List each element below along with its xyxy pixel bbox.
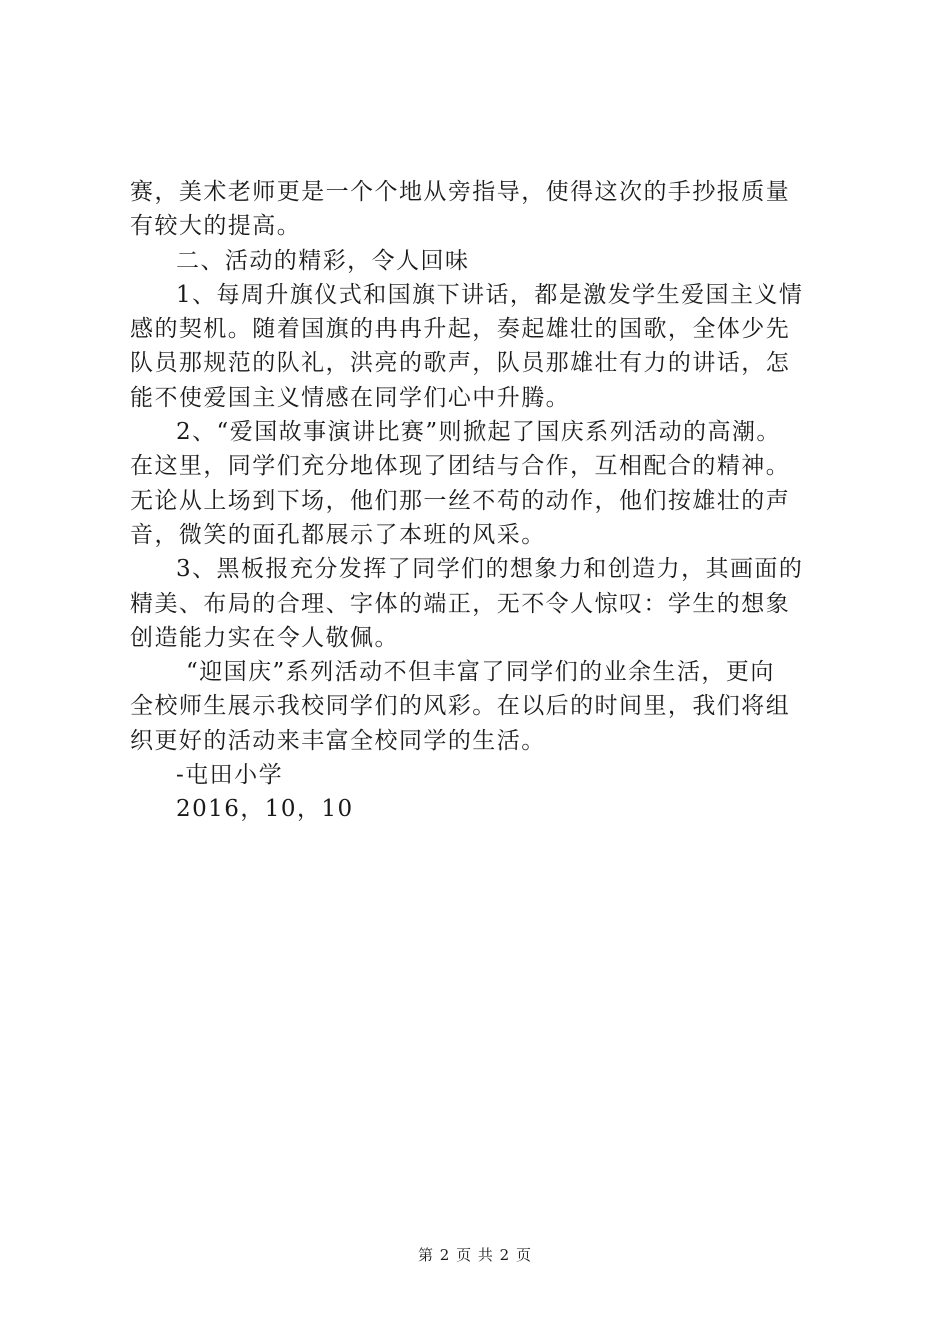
signature-line: -屯田小学 <box>176 762 284 789</box>
body-line: 队员那规范的队礼，洪亮的歌声，队员那雄壮有力的讲话，怎 <box>130 350 791 377</box>
body-line: 2、“爱国故事演讲比赛”则掀起了国庆系列活动的高潮。 <box>176 419 781 446</box>
body-line: 无论从上场到下场，他们那一丝不苟的动作，他们按雄壮的声 <box>130 487 791 514</box>
body-line: 音，微笑的面孔都展示了本班的风采。 <box>130 521 546 548</box>
body-line: 感的契机。随着国旗的冉冉升起，奏起雄壮的国歌，全体少先 <box>130 316 791 343</box>
body-line: 织更好的活动来丰富全校同学的生活。 <box>130 727 546 754</box>
date-line: 2016，10，10 <box>176 796 354 823</box>
body-line: 全校师生展示我校同学们的风彩。在以后的时间里，我们将组 <box>130 693 791 720</box>
body-line: “迎国庆”系列活动不但丰富了同学们的业余生活，更向 <box>186 659 775 686</box>
body-line: 1、每周升旗仪式和国旗下讲话，都是激发学生爱国主义情 <box>176 281 804 308</box>
body-line: 能不使爱国主义情感在同学们心中升腾。 <box>130 384 571 411</box>
body-line: 在这里，同学们充分地体现了团结与合作，互相配合的精神。 <box>130 453 791 480</box>
body-line: 创造能力实在令人敬佩。 <box>130 624 399 651</box>
body-line: 精美、布局的合理、字体的端正，无不令人惊叹：学生的想象 <box>130 590 791 617</box>
document-body <box>130 175 830 827</box>
body-line: 有较大的提高。 <box>130 213 302 240</box>
page-number-footer: 第 2 页 共 2 页 <box>418 1246 532 1264</box>
body-line: 赛，美术老师更是一个个地从旁指导，使得这次的手抄报质量 <box>130 179 791 205</box>
body-line: 3、黑板报充分发挥了同学们的想象力和创造力，其画面的 <box>176 556 804 583</box>
section-heading: 二、活动的精彩，令人回味 <box>176 247 470 274</box>
